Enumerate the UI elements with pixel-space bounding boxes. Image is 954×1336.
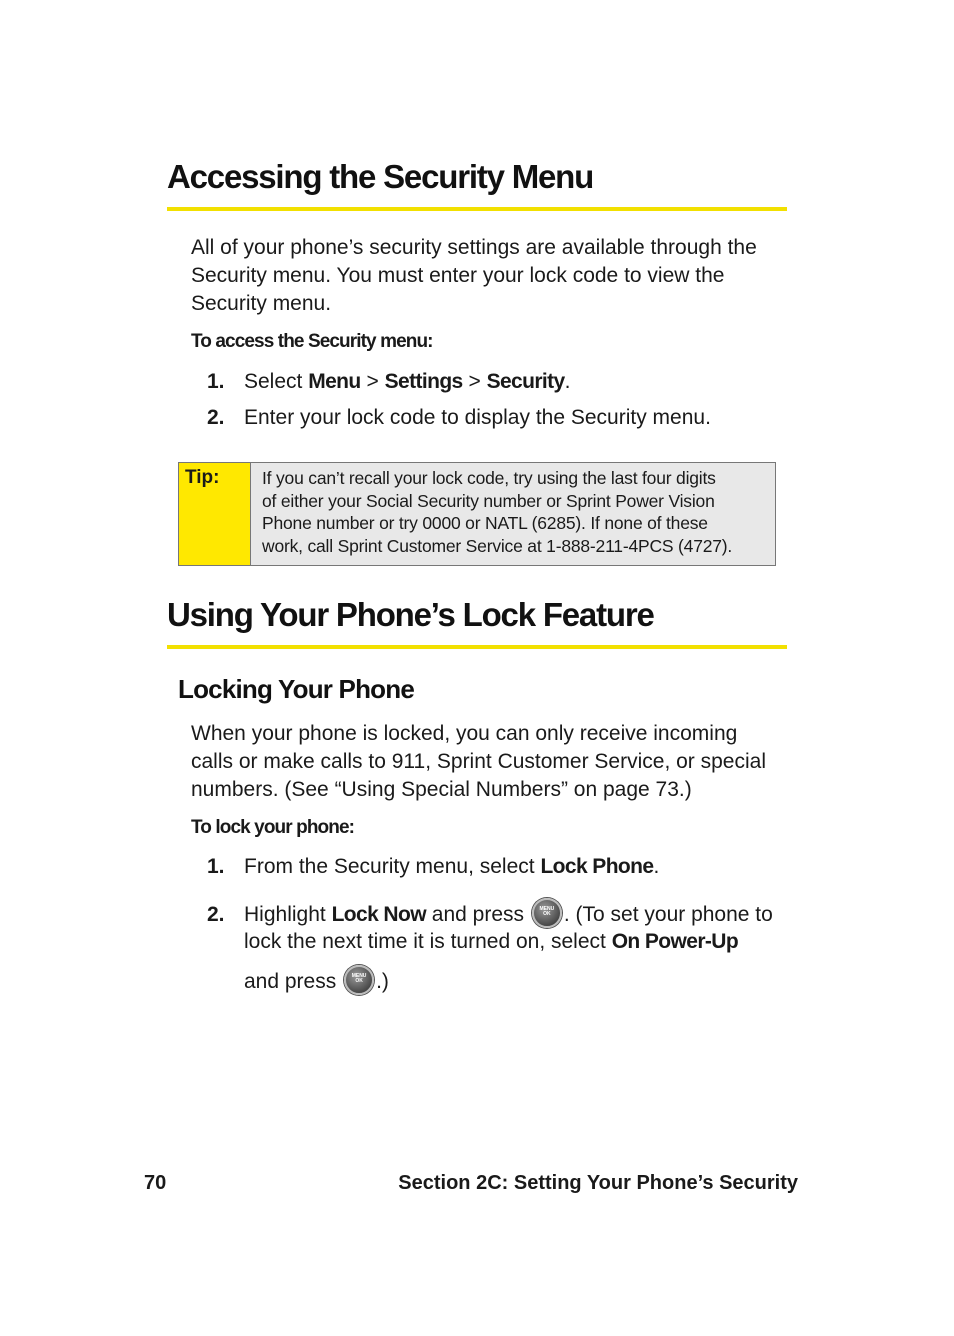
step-text: Enter your lock code to display the Security menu. — [244, 406, 711, 429]
step-text: .) — [376, 970, 389, 993]
step-item — [207, 853, 659, 881]
step-text: Select — [244, 370, 309, 393]
menu-option: On Power-Up — [611, 930, 739, 953]
heading-using-lock-feature: Using Your Phone’s Lock Feature — [167, 596, 654, 633]
page-number: 70 — [144, 1172, 167, 1194]
procedure-lead: To lock your phone: — [191, 817, 355, 838]
tip-text — [262, 467, 732, 557]
menu-option: Lock Now — [331, 903, 426, 926]
menu-key-label — [346, 974, 372, 984]
menu-option: Lock Phone — [540, 855, 654, 878]
step-number: 2. — [207, 903, 225, 926]
tip-label-cell — [179, 463, 251, 565]
paragraph-line: All of your phone’s security settings are available through the — [191, 236, 757, 259]
menu-key-top: MENU — [539, 906, 555, 912]
step-text: lock the next time it is turned on, select — [244, 930, 612, 953]
step-text: From the Security menu, select — [244, 855, 541, 878]
step-text: . (To set your phone to — [563, 903, 773, 926]
step-text: . — [564, 370, 571, 393]
heading-rule — [167, 645, 787, 649]
step-number: 2. — [207, 406, 225, 429]
paragraph-line: Security menu. — [191, 292, 332, 315]
tip-line: of either your Social Security number or Sprint Power Vision — [262, 490, 715, 511]
step-text: Highlight — [244, 903, 332, 926]
menu-ok-key-icon — [532, 898, 562, 928]
procedure-lead: To access the Security menu: — [191, 331, 433, 352]
tip-line: Phone number or try 0000 or NATL (6285). If none of these — [262, 513, 708, 533]
menu-path-item: Settings — [384, 370, 463, 393]
locking-intro-paragraph — [191, 720, 791, 804]
menu-key-top: MENU — [351, 973, 367, 979]
step-number: 1. — [207, 370, 225, 393]
tip-line: If you can’t recall your lock code, try using the last four digits — [262, 468, 716, 488]
menu-ok-key-icon — [344, 965, 374, 995]
menu-path-separator: > — [462, 370, 487, 393]
heading-rule — [167, 207, 787, 211]
menu-path-item: Security — [486, 370, 565, 393]
subheading-locking-your-phone: Locking Your Phone — [178, 674, 414, 704]
step-text: and press — [244, 970, 343, 993]
menu-key-bottom: OK — [355, 978, 363, 984]
heading-accessing-security-menu: Accessing the Security Menu — [167, 158, 594, 195]
step-continuation — [244, 928, 738, 956]
step-text: and press — [425, 903, 530, 926]
tip-box — [178, 462, 776, 566]
paragraph-line: calls or make calls to 911, Sprint Customer Service, or special — [191, 750, 766, 773]
paragraph-line: When your phone is locked, you can only receive incoming — [191, 722, 738, 745]
security-intro-paragraph — [191, 234, 791, 318]
section-footer: Section 2C: Setting Your Phone’s Security — [398, 1172, 798, 1194]
step-continuation — [244, 965, 389, 996]
step-number: 1. — [207, 855, 225, 878]
step-text: . — [653, 855, 660, 878]
paragraph-line: Security menu. You must enter your lock code to view the — [191, 264, 725, 287]
paragraph-line: numbers. (See “Using Special Numbers” on page 73.) — [191, 778, 692, 801]
step-item — [207, 368, 570, 396]
step-item — [207, 404, 711, 432]
menu-path-item: Menu — [308, 370, 361, 393]
menu-path-separator: > — [360, 370, 385, 393]
step-item — [207, 898, 773, 929]
menu-key-label — [534, 907, 560, 917]
tip-label: Tip: — [185, 467, 220, 488]
tip-line: work, call Sprint Customer Service at 1-888-211-4PCS (4727). — [262, 535, 733, 556]
menu-key-bottom: OK — [543, 911, 551, 917]
